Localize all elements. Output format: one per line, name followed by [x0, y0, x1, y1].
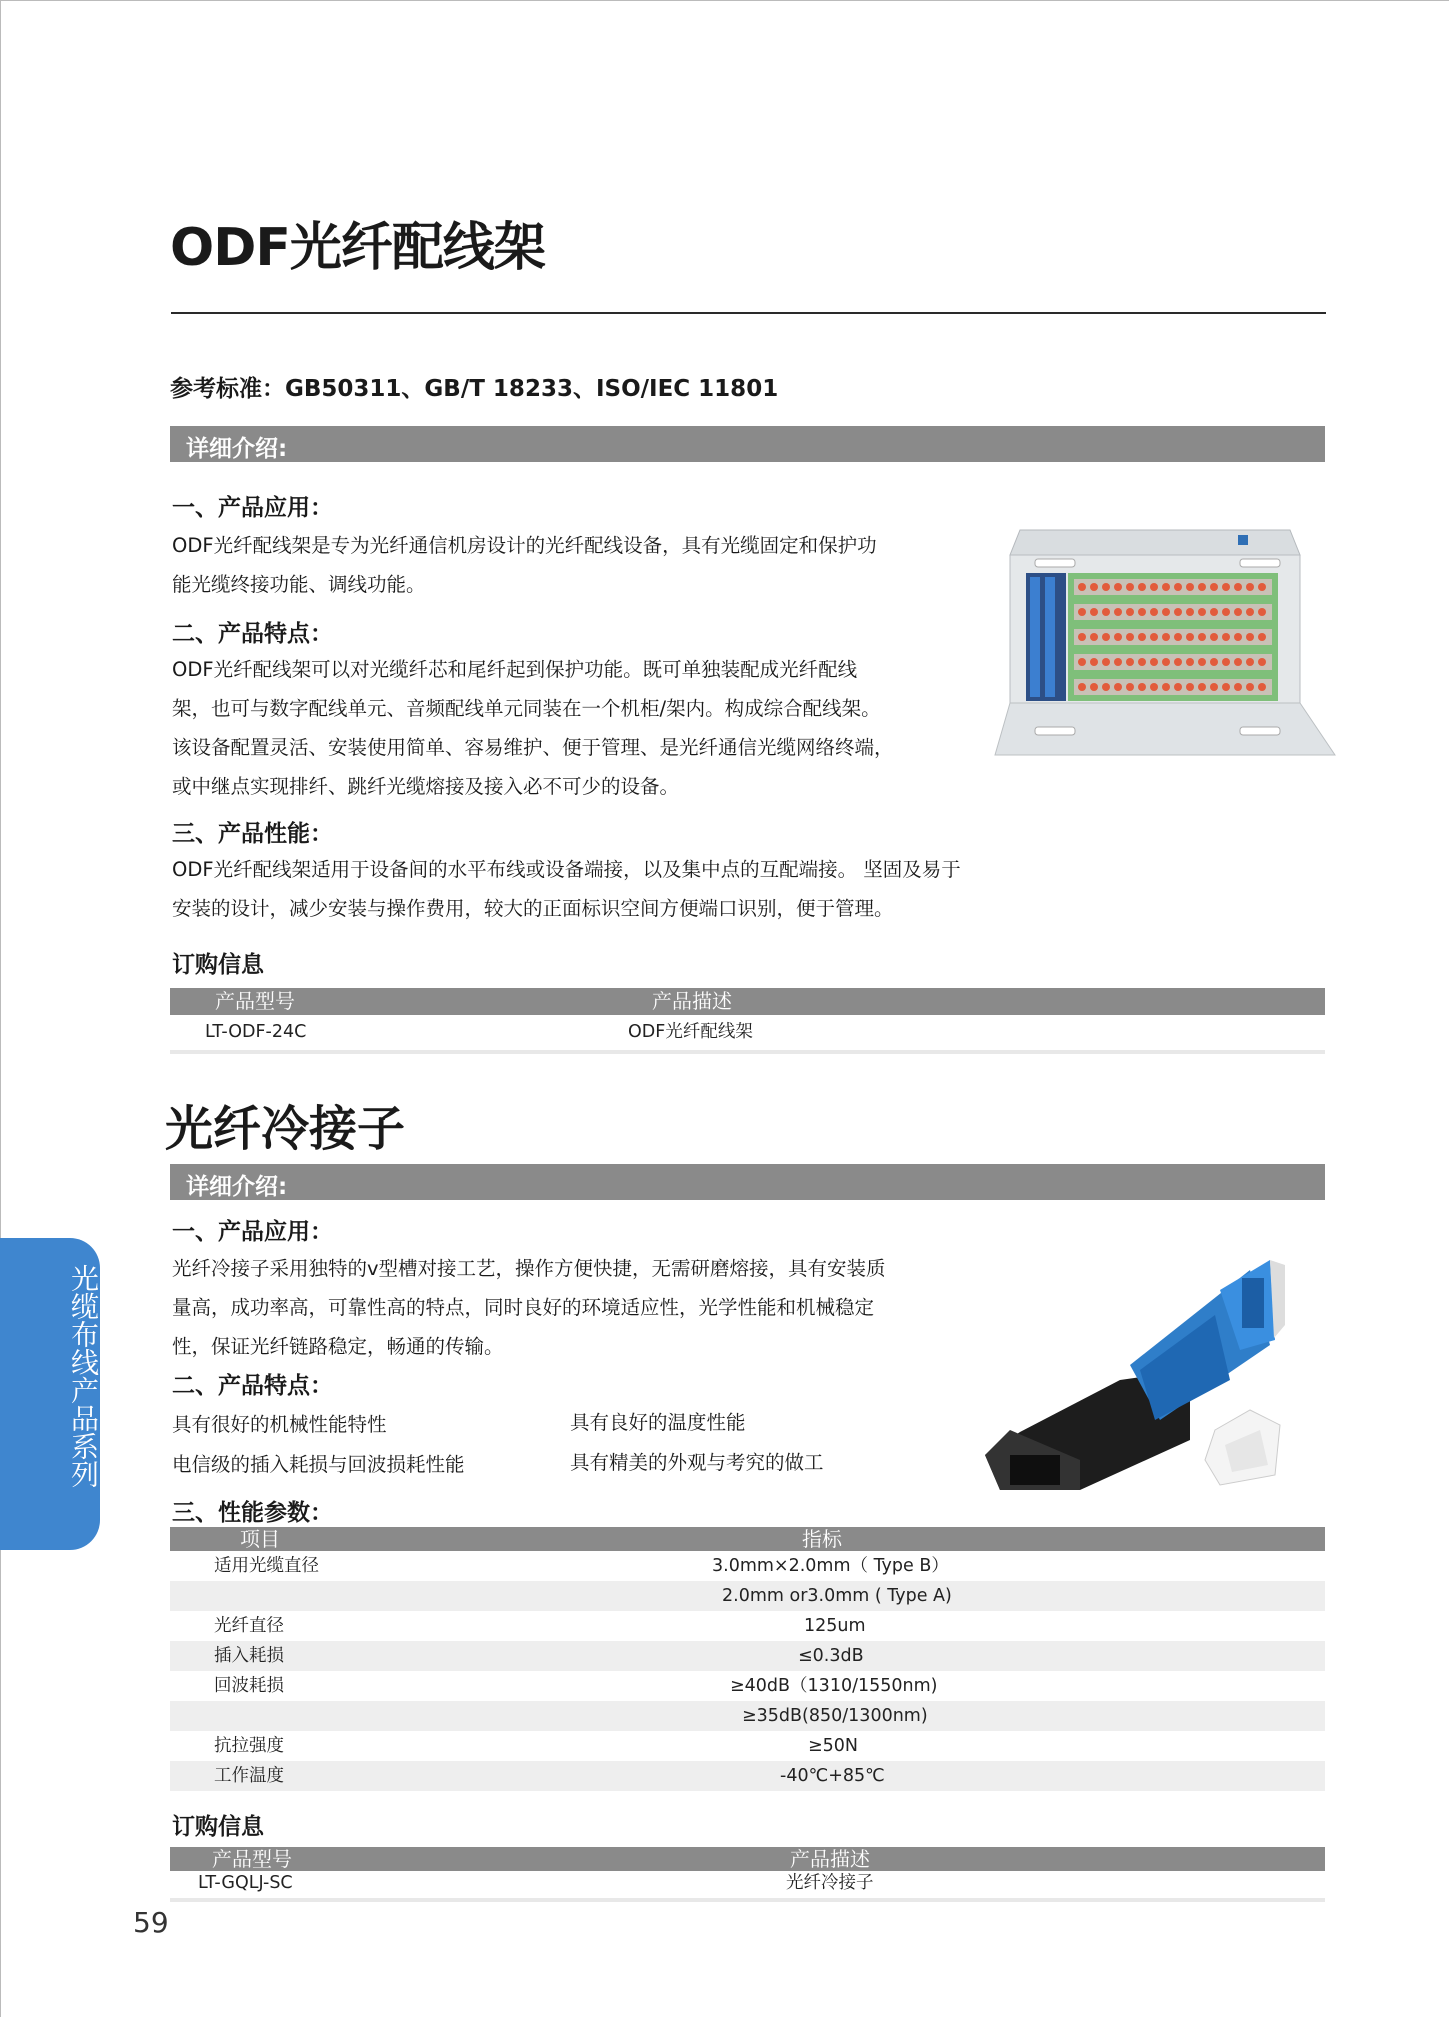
table-row	[170, 1641, 1325, 1671]
text-line: ODF光纤配线架可以对光缆纤芯和尾纤起到保护功能。既可单独装配成光纤配线	[172, 658, 858, 681]
params-table-header	[170, 1527, 1325, 1551]
table-cell: 125um	[804, 1616, 866, 1636]
text-line: ODF光纤配线架适用于设备间的水平布线或设备端接，以及集中点的互配端接。 坚固及易于	[172, 858, 961, 881]
table-cell: 2.0mm or3.0mm ( Type A)	[722, 1586, 952, 1606]
page-number: 59	[133, 1906, 169, 1939]
connector-params-heading: 三、性能参数：	[172, 1500, 333, 1526]
table-bottom-rule	[170, 1898, 1325, 1902]
table-row	[170, 1731, 1325, 1761]
table-cell: 抗拉强度	[214, 1736, 284, 1756]
table-row	[170, 1551, 1325, 1581]
connector-product-image	[980, 1250, 1290, 1510]
table-cell: 插入耗损	[214, 1646, 284, 1666]
column-header: 指标	[802, 1527, 842, 1551]
feature-item: 具有良好的温度性能	[570, 1411, 746, 1434]
text-line: 安装的设计，减少安装与操作费用，较大的正面标识空间方便端口识别，便于管理。	[172, 897, 894, 920]
odf-performance-heading: 三、产品性能：	[172, 821, 333, 847]
text-line: 能光缆终接功能、调线功能。	[172, 573, 426, 596]
table-row	[170, 1761, 1325, 1791]
table-cell: 工作温度	[214, 1766, 284, 1786]
connector-title: 光纤冷接子	[165, 1101, 406, 1157]
page-top-border	[0, 0, 1449, 1]
column-header: 项目	[240, 1527, 280, 1551]
table-cell: 光纤冷接子	[786, 1873, 874, 1893]
table-row	[170, 1701, 1325, 1731]
feature-item: 具有精美的外观与考究的做工	[570, 1451, 824, 1474]
odf-detail-label: 详细介绍:	[186, 436, 288, 462]
column-header: 产品型号	[212, 1847, 292, 1871]
odf-order-heading: 订购信息	[172, 952, 264, 978]
odf-title: ODF光纤配线架	[170, 218, 545, 278]
table-cell: ≥50N	[808, 1736, 859, 1756]
connector-detail-label: 详细介绍:	[186, 1174, 288, 1200]
table-row	[170, 1017, 1325, 1047]
table-cell: ≥40dB（1310/1550nm)	[730, 1676, 938, 1696]
table-cell: LT-GQLJ-SC	[198, 1873, 293, 1893]
feature-item: 电信级的插入耗损与回波损耗性能	[172, 1453, 465, 1476]
column-header: 产品型号	[215, 989, 295, 1013]
table-cell: 3.0mm×2.0mm（ Type B）	[712, 1556, 949, 1576]
column-header: 产品描述	[652, 989, 732, 1013]
connector-detail-bar	[170, 1164, 1325, 1200]
table-cell: 适用光缆直径	[214, 1556, 319, 1576]
table-cell: ≤0.3dB	[798, 1646, 864, 1666]
reference-standard: 参考标准：GB50311、GB/T 18233、ISO/IEC 11801	[170, 376, 779, 402]
connector-application-heading: 一、产品应用：	[172, 1219, 333, 1245]
feature-item: 具有很好的机械性能特性	[172, 1413, 387, 1436]
table-cell: 光纤直径	[214, 1616, 284, 1636]
text-line: ODF光纤配线架是专为光纤通信机房设计的光纤配线设备，具有光缆固定和保护功	[172, 534, 877, 557]
table-bottom-rule	[170, 1050, 1325, 1054]
column-header: 产品描述	[790, 1847, 870, 1871]
text-line: 量高，成功率高，可靠性高的特点，同时良好的环境适应性，光学性能和机械稳定	[172, 1296, 875, 1319]
table-row	[170, 1868, 1325, 1898]
table-cell: ≥35dB(850/1300nm)	[742, 1706, 928, 1726]
table-row	[170, 1671, 1325, 1701]
odf-features-text	[172, 650, 894, 806]
odf-application-heading: 一、产品应用：	[172, 495, 333, 521]
connector-features-heading: 二、产品特点：	[172, 1373, 333, 1399]
odf-performance-text	[172, 850, 961, 928]
text-line: 该设备配置灵活、安装使用简单、容易维护、便于管理、是光纤通信光缆网络终端，	[172, 736, 894, 759]
page-left-border	[0, 0, 1, 2017]
odf-detail-bar	[170, 426, 1325, 462]
table-cell: ODF光纤配线架	[628, 1022, 753, 1042]
odf-product-image	[990, 515, 1340, 760]
connector-application-text	[172, 1249, 886, 1366]
text-line: 性，保证光纤链路稳定，畅通的传输。	[172, 1335, 504, 1358]
text-line: 架，也可与数字配线单元、音频配线单元同装在一个机柜/架内。构成综合配线架。	[172, 697, 881, 720]
connector-order-heading: 订购信息	[172, 1814, 264, 1840]
table-cell: LT-ODF-24C	[205, 1022, 307, 1042]
category-side-tab-label: 光缆布线产品系列	[67, 1264, 100, 1488]
category-side-tab	[0, 1238, 100, 1550]
title-divider	[171, 312, 1326, 314]
odf-order-table-header	[170, 988, 1325, 1015]
table-row	[170, 1611, 1325, 1641]
odf-application-text	[172, 526, 877, 604]
table-row	[170, 1581, 1325, 1611]
table-cell: 回波耗损	[214, 1676, 284, 1696]
odf-features-heading: 二、产品特点：	[172, 621, 333, 647]
text-line: 或中继点实现排纤、跳纤光缆熔接及接入必不可少的设备。	[172, 775, 680, 798]
text-line: 光纤冷接子采用独特的v型槽对接工艺，操作方便快捷，无需研磨熔接，具有安装质	[172, 1257, 886, 1280]
table-cell: -40℃+85℃	[780, 1766, 885, 1786]
